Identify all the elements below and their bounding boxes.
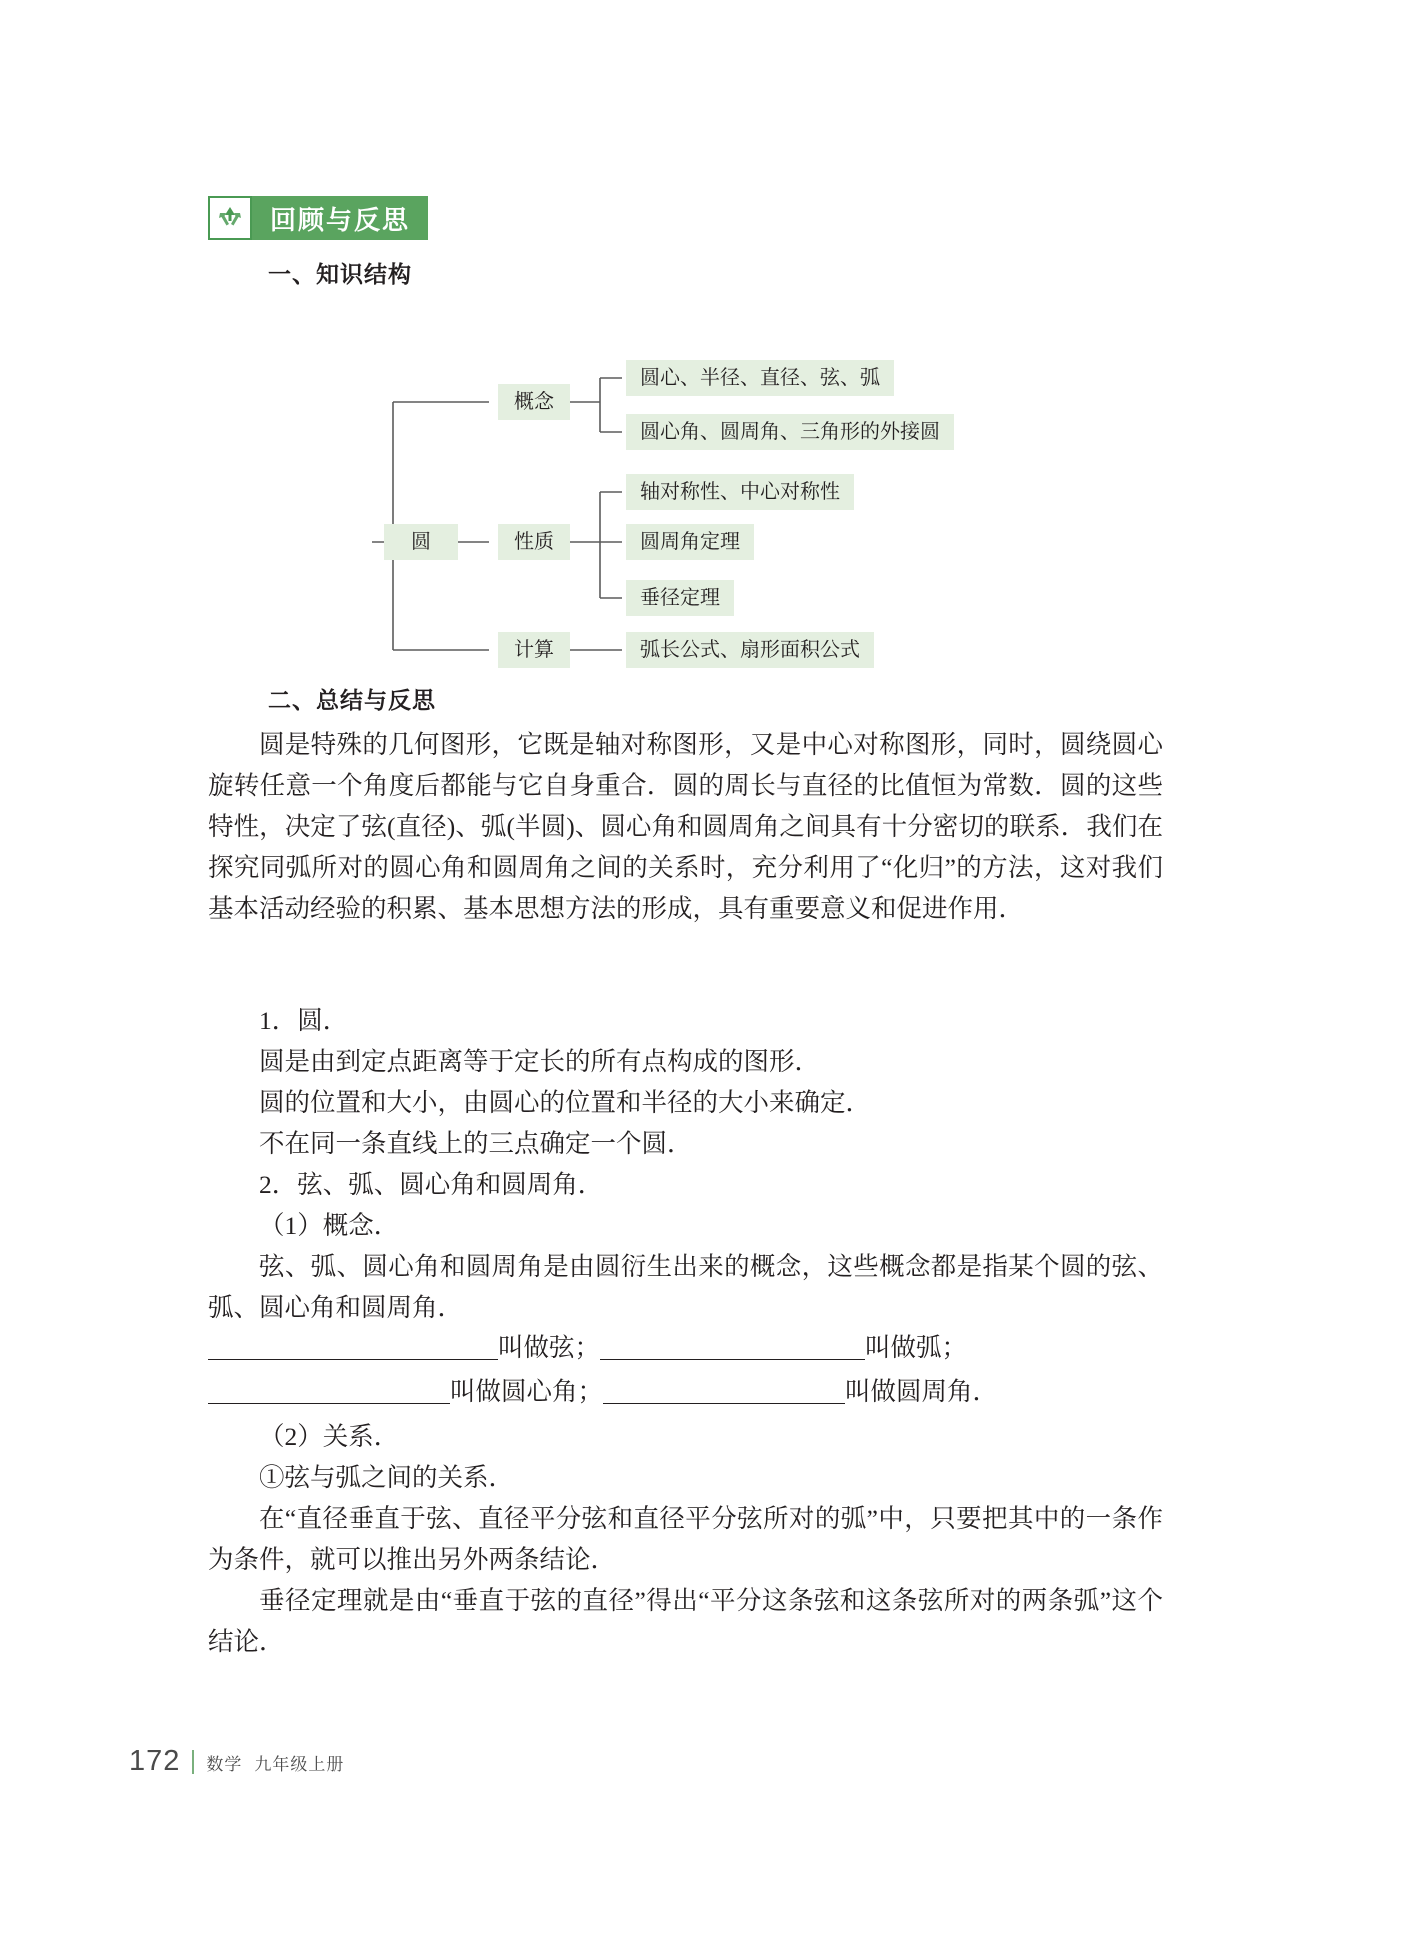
list-item-1-line-1: 圆是由到定点距离等于定长的所有点构成的图形．	[259, 1047, 821, 1076]
footer-subject: 数学	[206, 1755, 243, 1774]
recycle-icon	[208, 196, 252, 240]
list-item-2-1-text: 弦、弧、圆心角和圆周角是由圆衍生出来的概念，这些概念都是指某个圆的弦、弧、圆心角和圆周角．	[208, 1252, 1163, 1322]
list-item-2-2-a-paragraph-1: 在“直径垂直于弦、直径平分弦和直径平分弦所对的弧”中，只要把其中的一条作为条件，就可以推出另外两条结论．	[208, 1504, 1163, 1574]
footer-grade: 九年级上册	[254, 1755, 345, 1774]
blank-field-arc[interactable]	[600, 1359, 865, 1360]
list-item-1-line-3: 不在同一条直线上的三点确定一个圆．	[259, 1129, 693, 1158]
tree-leaf-concept-2: 圆心角、圆周角、三角形的外接圆	[626, 414, 954, 450]
tree-node-root: 圆	[384, 524, 458, 560]
footer-divider	[192, 1750, 194, 1774]
blank-label-chord: 叫做弦；	[498, 1333, 601, 1362]
heading-knowledge-structure: 一、知识结构	[268, 261, 412, 287]
tree-node-property: 性质	[498, 524, 570, 560]
banner-title: 回顾与反思	[252, 196, 428, 240]
blank-label-arc: 叫做弧；	[865, 1333, 968, 1362]
footer-page-number: 172	[129, 1745, 181, 1777]
list-item-2-2-a-title: ①弦与弧之间的关系．	[259, 1463, 515, 1492]
list-item-2-2-a-paragraph-2: 垂径定理就是由“垂直于弦的直径”得出“平分这条弦和这条弦所对的两条弧”这个结论．	[208, 1586, 1163, 1656]
tree-node-concept: 概念	[498, 384, 570, 420]
blank-label-central-angle: 叫做圆心角；	[450, 1377, 604, 1406]
list-item-1-line-2: 圆的位置和大小，由圆心的位置和半径的大小来确定．	[259, 1088, 872, 1117]
fill-in-blank-row-2	[208, 1371, 1163, 1412]
blank-field-central-angle[interactable]	[208, 1403, 450, 1404]
blank-field-inscribed-angle[interactable]	[603, 1403, 845, 1404]
list-item-2-title: 2．弦、弧、圆心角和圆周角．	[259, 1170, 604, 1199]
tree-leaf-property-2: 圆周角定理	[626, 524, 754, 560]
section-banner	[208, 196, 428, 240]
fill-in-blank-row-1	[208, 1327, 1163, 1368]
tree-leaf-property-1: 轴对称性、中心对称性	[626, 474, 854, 510]
tree-leaf-calculation-1: 弧长公式、扇形面积公式	[626, 632, 874, 668]
tree-node-calculation: 计算	[498, 632, 570, 668]
page-footer	[129, 1745, 344, 1778]
tree-leaf-concept-1: 圆心、半径、直径、弦、弧	[626, 360, 894, 396]
blank-label-inscribed-angle: 叫做圆周角．	[845, 1377, 999, 1406]
list-item-2-2-title: （2）关系．	[259, 1422, 400, 1451]
paragraph-overview: 圆是特殊的几何图形，它既是轴对称图形，又是中心对称图形，同时，圆绕圆心旋转任意一个角度后都能与它自身重合．圆的周长与直径的比值恒为常数．圆的这些特性，决定了弦(直径)、弧(半圆)、圆心角和圆周角之间具有十分密切的联系．我们在探究同弧所对的圆心角和圆周角之间的关系时，充分利用了“化归”的方法，这对我们基本活动经验的积累、基本思想方法的形成，具有重要意义和促进作用．	[208, 730, 1163, 923]
list-item-1-title: 1．圆．	[259, 1006, 349, 1035]
blank-field-chord[interactable]	[208, 1359, 498, 1360]
list-item-2-1-title: （1）概念．	[259, 1211, 400, 1240]
heading-summary-reflection: 二、总结与反思	[268, 687, 436, 713]
tree-leaf-property-3: 垂径定理	[626, 580, 734, 616]
